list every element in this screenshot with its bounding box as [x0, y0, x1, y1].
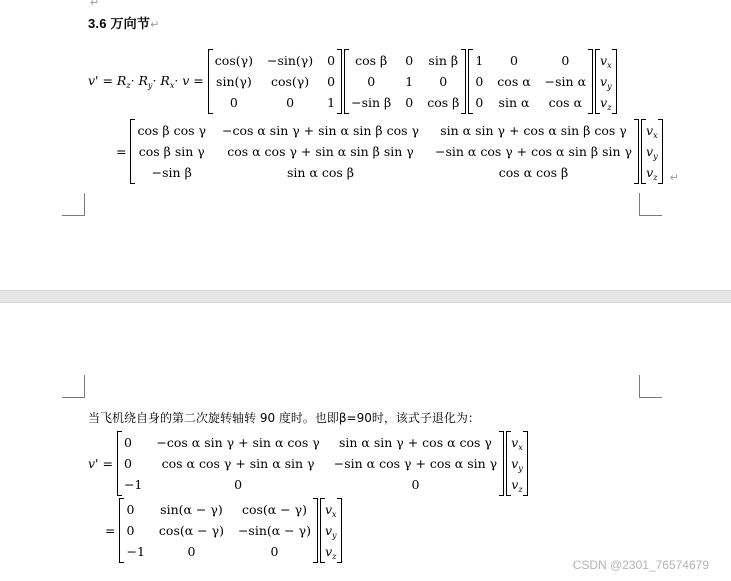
matrix-ry: cos β 0 sin β 0 1 0 −sin β 0 cos β [344, 49, 466, 114]
body-text: 当飞机绕自身的第二次旋转轴转 90 度时。也即β=90时，该式子退化为： [88, 411, 480, 425]
matrix-combined: cos β cos γ −cos α sin γ + sin α sin β cos γ sin α sin γ + cos α sin β cos γ cos β sin γ cos α cos γ + sin α sin β sin γ −sin α cos γ + cos α sin β sin γ −sin β sin α cos β cos α cos β [130, 119, 639, 184]
equation-rotation-product [88, 49, 618, 114]
paragraph-mark: ↵ [90, 0, 100, 9]
matrix-degenerate: 0 −cos α sin γ + sin α cos γ sin α sin γ + cos α cos γ 0 cos α cos γ + sin α sin γ −sin α cos γ + cos α sin γ −1 0 0 [117, 431, 504, 496]
matrix-simplified: 0 sin(α − γ) cos(α − γ) 0 cos(α − γ) −sin(α − γ) −1 0 0 [119, 498, 318, 563]
equals-sign: = [116, 144, 127, 159]
eq1-lhs: $v' = R_z\cdot R_y\cdot R_x\cdot v$ = [88, 73, 204, 90]
paragraph-mark: ↵ [150, 18, 160, 31]
vector-v: $v_x$ $v_y$ $v_z$ [595, 49, 617, 114]
equation-degenerate [88, 431, 529, 496]
vector-v: $v_x$ $v_y$ $v_z$ [641, 119, 663, 184]
eq3-lhs: v' = [88, 456, 113, 471]
section-heading-text: 3.6 万向节 [88, 16, 151, 31]
paragraph-mark: ↵ [669, 171, 679, 184]
watermark: CSDN @2301_76574679 [572, 558, 709, 572]
crop-mark-bottom-right [639, 375, 662, 398]
crop-mark-top-left [62, 193, 85, 216]
matrix-rx: 1 0 0 0 cos α −sin α 0 sin α cos α [468, 49, 593, 114]
equation-simplified [102, 498, 343, 563]
matrix-rz: cos(γ) −sin(γ) 0 sin(γ) cos(γ) 0 0 0 1 [208, 49, 342, 114]
page-gap [0, 290, 731, 303]
equation-expanded [113, 119, 679, 184]
crop-mark-bottom-left [62, 375, 85, 398]
equals-sign: = [105, 523, 116, 538]
crop-mark-top-right [639, 193, 662, 216]
vector-v: $v_x$ $v_y$ $v_z$ [320, 498, 342, 563]
vector-v: $v_x$ $v_y$ $v_z$ [506, 431, 528, 496]
section-heading [88, 13, 160, 32]
